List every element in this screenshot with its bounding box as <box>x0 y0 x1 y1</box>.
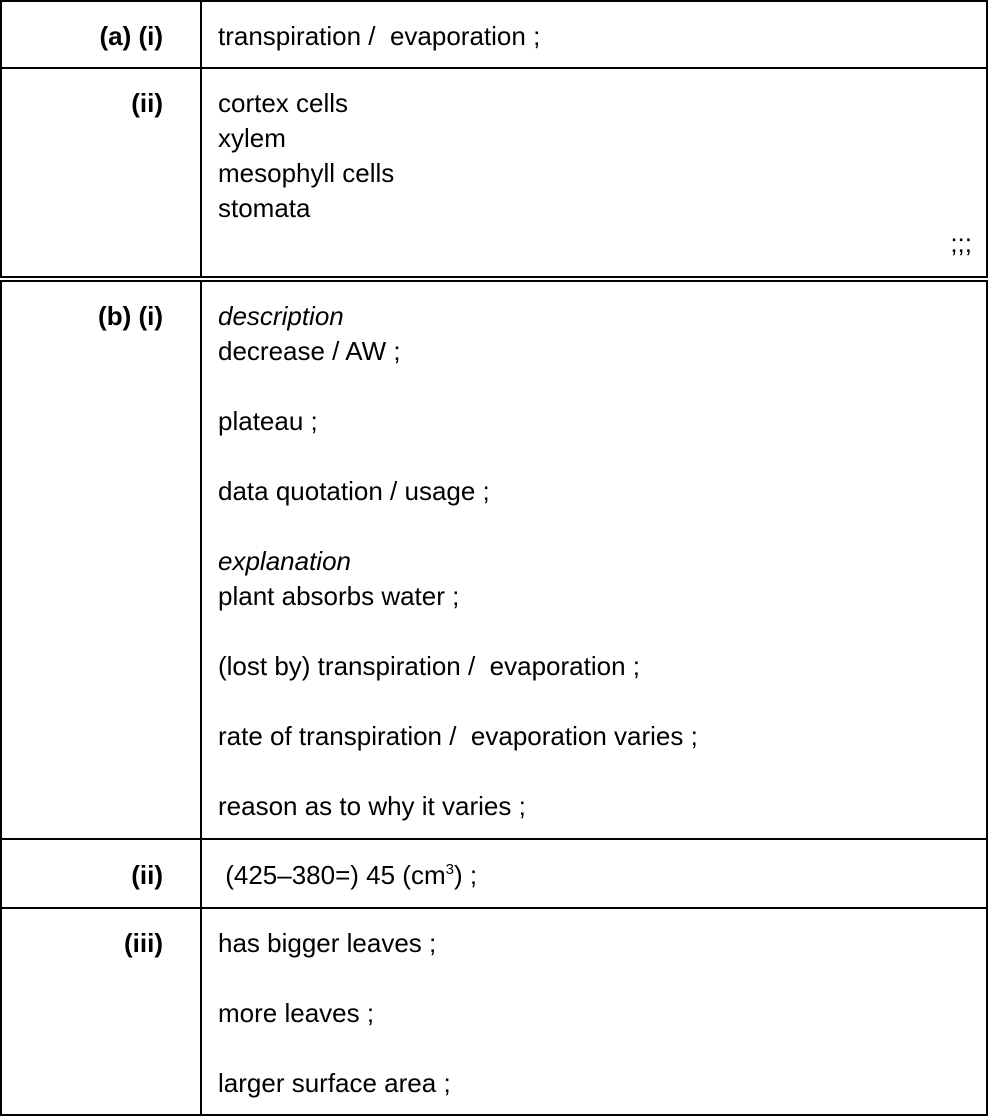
answer-line: larger surface area ; <box>218 1068 451 1098</box>
answer-line: xylem <box>218 123 286 153</box>
answer-cell <box>218 858 972 893</box>
answer-cell <box>218 926 972 1101</box>
marks-indicator: ;;; <box>950 228 972 258</box>
question-label: (ii) <box>131 860 163 890</box>
answer-line: data quotation / usage ; <box>218 476 490 506</box>
answer-line: stomata <box>218 193 311 223</box>
section-heading: description <box>218 301 344 331</box>
question-label: (iii) <box>124 928 163 958</box>
answer-line: rate of transpiration / evaporation varies ; <box>218 721 698 751</box>
row-b-i <box>0 280 988 840</box>
answer-line: plateau ; <box>218 406 318 436</box>
answer-cell <box>218 19 972 54</box>
section-heading: explanation <box>218 546 351 576</box>
answer-line: (425–380=) 45 $(cm^3)$ ; <box>218 860 478 890</box>
answer-line: decrease / AW ; <box>218 336 401 366</box>
answer-line: mesophyll cells <box>218 158 395 188</box>
answer-cell <box>218 86 972 261</box>
row-b-iii <box>0 907 988 1116</box>
answer-line: cortex cells <box>218 88 349 118</box>
answer-line: has bigger leaves ; <box>218 928 437 958</box>
answer-line: (lost by) transpiration / evaporation ; <box>218 651 640 681</box>
label-cell <box>2 909 202 1114</box>
row-b-ii <box>0 838 988 909</box>
row-a-i <box>0 0 988 69</box>
label-cell <box>2 69 202 276</box>
question-label: (b) (i) <box>98 301 163 331</box>
answer-line: transpiration / evaporation ; <box>218 21 541 51</box>
label-cell <box>2 840 202 909</box>
answer-cell <box>218 299 972 824</box>
row-a-ii <box>0 67 988 278</box>
question-label: (a) (i) <box>99 21 163 51</box>
question-label: (ii) <box>131 88 163 118</box>
answer-line: reason as to why it varies ; <box>218 791 526 821</box>
label-cell <box>2 2 202 69</box>
answer-line: plant absorbs water ; <box>218 581 460 611</box>
label-cell <box>2 282 202 840</box>
answer-line: more leaves ; <box>218 998 375 1028</box>
